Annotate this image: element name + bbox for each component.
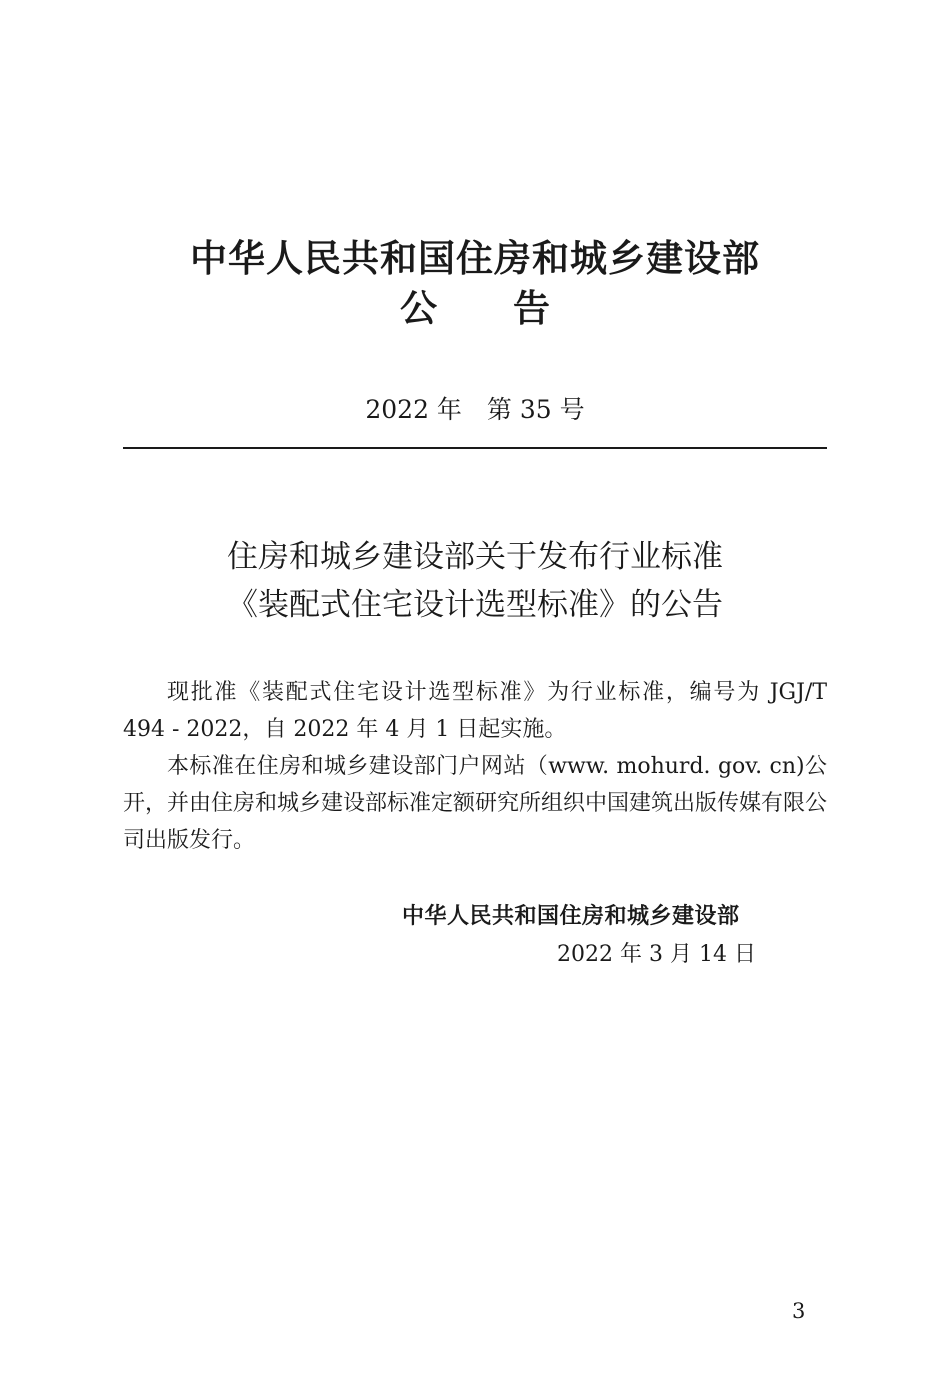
announcement-body: [123, 674, 827, 859]
signing-date: 2022 年 3 月 14 日: [557, 942, 756, 967]
subject-line-2: 《装配式住宅设计选型标准》的公告: [227, 587, 723, 623]
body-paragraph-approval: 现批准《装配式住宅设计选型标准》为行业标准，编号为 JGJ/T 494 - 2022，自 2022 年 4 月 1 日起实施。: [123, 680, 827, 742]
document-type: 公告: [400, 287, 626, 330]
header-divider: [123, 447, 827, 449]
issuer-title: 中华人民共和国住房和城乡建设部: [190, 237, 760, 280]
body-paragraph-publication: 本标准在住房和城乡建设部门户网站（www. mohurd. gov. cn)公开，并由住房和城乡建设部标准定额研究所组织中国建筑出版传媒有限公司出版发行。: [123, 754, 828, 853]
page-number: 3: [792, 1299, 806, 1323]
announcement-subject: [0, 533, 950, 629]
subject-line-1: 住房和城乡建设部关于发布行业标准: [227, 539, 723, 575]
document-number: 2022 年 第 35 号: [365, 395, 585, 424]
signing-authority: 中华人民共和国住房和城乡建设部: [402, 904, 740, 929]
